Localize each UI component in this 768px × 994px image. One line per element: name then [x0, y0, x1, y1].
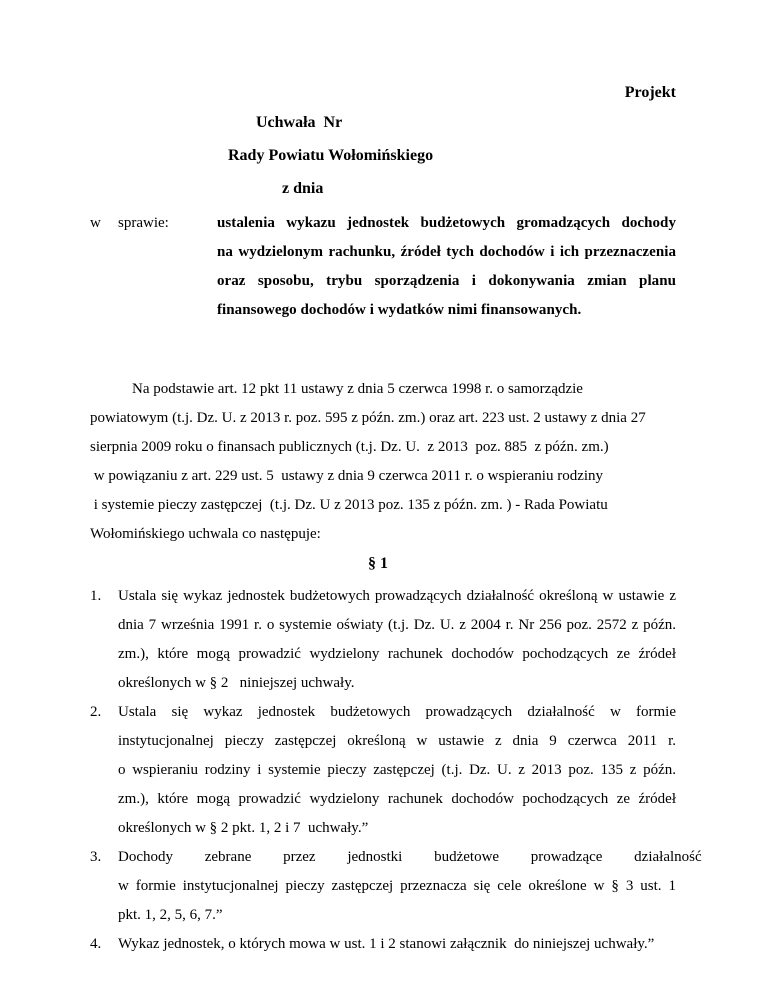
resolution-title-council: Rady Powiatu Wołomińskiego [228, 147, 434, 164]
item-1-line-3: zm.), które mogą prowadzić wydzielony rachunek dochodów pochodzących ze źródeł [118, 646, 676, 662]
item-1-line-1: Ustala się wykaz jednostek budżetowych prowadzących działalność określoną w ustawie z [118, 588, 676, 604]
item-2-line-4: zm.), które mogą prowadzić wydzielony rachunek dochodów pochodzących ze źródeł [118, 791, 676, 807]
item-3-line-2: w formie instytucjonalnej pieczy zastępczej przeznacza się cele określone w § 3 ust. 1 [118, 878, 676, 894]
preamble-line-6: Wołomińskiego uchwala co następuje: [90, 526, 321, 542]
subject-line-1: ustalenia wykazu jednostek budżetowych gromadzących dochody [217, 215, 676, 231]
item-3-line-3: pkt. 1, 2, 5, 6, 7.” [118, 907, 223, 923]
resolution-title-date: z dnia [282, 180, 324, 197]
subject-line-3: oraz sposobu, trybu sporządzenia i dokonywania zmian planu [217, 273, 676, 289]
item-3-number: 3. [90, 849, 102, 865]
item-1-line-4: określonych w § 2 niniejszej uchwały. [118, 675, 355, 691]
item-2-line-3: o wspieraniu rodziny i systemie pieczy zastępczej (t.j. Dz. U. z 2013 poz. 135 z późn. [118, 762, 676, 778]
item-3-line-1: Dochody zebrane przez jednostki budżetowe prowadzące działalność [118, 849, 702, 865]
item-4-line-1: Wykaz jednostek, o których mowa w ust. 1 i 2 stanowi załącznik do niniejszej uchwały.” [118, 936, 655, 952]
subject-w: w [90, 215, 101, 231]
projekt-label: Projekt [624, 84, 676, 101]
item-2-number: 2. [90, 704, 102, 720]
preamble-line-3: sierpnia 2009 roku o finansach publicznych (t.j. Dz. U. z 2013 poz. 885 z późn. zm.) [90, 439, 609, 455]
section-title: § 1 [368, 555, 388, 572]
item-4-number: 4. [90, 936, 102, 952]
subject-sprawie-label: sprawie: [118, 215, 169, 231]
preamble-line-1: Na podstawie art. 12 pkt 11 ustawy z dnia 5 czerwca 1998 r. o samorządzie [132, 381, 583, 397]
subject-line-4: finansowego dochodów i wydatków nimi finansowanych. [217, 302, 582, 318]
item-1-number: 1. [90, 588, 102, 604]
preamble-line-5: i systemie pieczy zastępczej (t.j. Dz. U z 2013 poz. 135 z późn. zm. ) - Rada Powiatu [90, 497, 608, 513]
subject-line-2: na wydzielonym rachunku, źródeł tych dochodów i ich przeznaczenia [217, 244, 676, 260]
preamble-line-2: powiatowym (t.j. Dz. U. z 2013 r. poz. 595 z późn. zm.) oraz art. 223 ust. 2 ustawy z dnia 27 [90, 410, 646, 426]
resolution-title-number: Uchwała Nr [256, 114, 343, 131]
item-2-line-2: instytucjonalnej pieczy zastępczej określoną w ustawie z dnia 9 czerwca 2011 r. [118, 733, 676, 749]
item-1-line-2: dnia 7 września 1991 r. o systemie oświaty (t.j. Dz. U. z 2004 r. Nr 256 poz. 2572 z późn. [118, 617, 676, 633]
preamble-line-4: w powiązaniu z art. 229 ust. 5 ustawy z dnia 9 czerwca 2011 r. o wspieraniu rodziny [90, 468, 604, 484]
item-2-line-5: określonych w § 2 pkt. 1, 2 i 7 uchwały.” [118, 820, 369, 836]
item-2-line-1: Ustala się wykaz jednostek budżetowych prowadzących działalność w formie [118, 704, 676, 720]
